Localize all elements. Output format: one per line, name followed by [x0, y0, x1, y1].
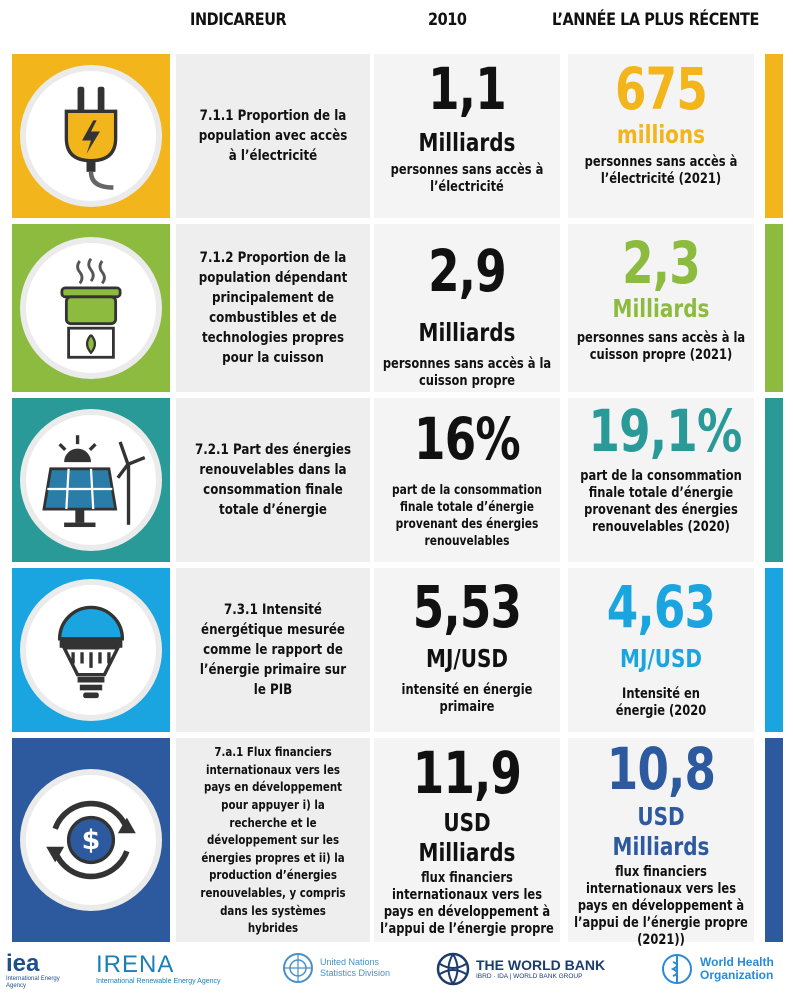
value-recent-unit: USD Milliards — [612, 802, 710, 861]
icon-panel-renewables — [12, 398, 170, 562]
value-2010-unit: Milliards — [418, 318, 516, 347]
un-emblem-icon — [282, 952, 314, 984]
row-efficiency — [12, 568, 783, 732]
header-indicator: INDICAREUR — [190, 10, 287, 30]
icon-panel-finance — [12, 738, 170, 942]
accent-bar-efficiency — [765, 568, 783, 732]
value-2010-finance — [374, 738, 560, 942]
world-bank-logo — [436, 952, 605, 986]
value-recent-number: 675 — [614, 55, 708, 123]
world-bank-logo-text: THE WORLD BANK — [476, 957, 606, 973]
indicator-721 — [176, 398, 370, 562]
indicator-711 — [176, 54, 370, 218]
light-bulb-icon — [20, 579, 162, 721]
accent-bar-cooking — [765, 224, 783, 392]
header-recent: L’ANNÉE LA PLUS RÉCENTE — [552, 10, 759, 30]
value-recent-unit: millions — [616, 120, 706, 149]
un-logo-text: United Nations Statistics Division — [320, 957, 391, 978]
value-2010-renewables — [374, 398, 560, 562]
svg-text:$: $ — [81, 824, 101, 856]
indicator-721-text: 7.2.1 Part des énergies renouvelables dans la consommation finale totale d’énergie — [194, 442, 352, 518]
iea-logo-text: iea — [6, 950, 40, 977]
world-bank-globe-icon — [436, 952, 470, 986]
irena-logo — [96, 952, 221, 986]
indicator-731 — [176, 568, 370, 732]
value-recent-finance — [568, 735, 754, 948]
value-2010-note: personnes sans accès à l’électricité — [390, 162, 544, 195]
value-2010-cooking — [374, 224, 560, 392]
indicator-7a1 — [176, 738, 370, 942]
iea-logo — [6, 952, 66, 990]
value-recent-note: Intensité en énergie (2020 — [615, 686, 707, 719]
value-recent-number: 19,1% — [588, 397, 742, 465]
indicator-712-text: 7.1.2 Proportion de la population dépendant principalement de combustibles et de technologies propres pour la cuisson — [198, 250, 348, 366]
row-finance — [12, 735, 783, 948]
value-recent-note: personnes sans accès à l’électricité (2021) — [584, 154, 738, 187]
dollar-cycle-icon — [20, 769, 162, 911]
row-electricity — [12, 54, 783, 218]
value-2010-note: intensité en énergie primaire — [401, 682, 533, 715]
iea-logo-subtitle: International Energy Agency — [6, 976, 60, 989]
indicator-711-text: 7.1.1 Proportion de la population avec accès à l’électricité — [198, 108, 348, 164]
value-recent-unit: Milliards — [612, 294, 710, 323]
icon-panel-electricity — [12, 54, 170, 218]
value-2010-number: 5,53 — [412, 573, 522, 641]
who-logo-text: World Health Organization — [700, 955, 774, 982]
value-2010-note: flux financiers internationaux vers les pays en développement à l’appui de l’énergie propre — [380, 870, 554, 937]
row-cooking — [12, 224, 783, 392]
indicator-7a1-text: 7.a.1 Flux financiers internationaux vers les pays en développement pour appuyer i) la recherche et le développement sur les énergies propres et ii) la production d’énergies renouvelables, y compris dans les systèmes hybrides — [200, 744, 346, 936]
value-2010-unit: MJ/USD — [426, 644, 508, 673]
value-recent-note: flux financiers internationaux vers les pays en développement à l’appui de l’énergie propre (2021)) — [574, 864, 748, 948]
accent-bar-renewables — [765, 398, 783, 562]
value-2010-note: part de la consommation finale totale d’énergie provenant des énergies renouvelables — [391, 483, 542, 549]
value-recent-cooking — [568, 224, 754, 392]
header-2010: 2010 — [428, 10, 467, 30]
value-2010-number: 11,9 — [412, 739, 522, 807]
value-recent-number: 10,8 — [606, 735, 716, 803]
icon-panel-efficiency — [12, 568, 170, 732]
value-2010-efficiency — [374, 568, 560, 732]
row-renewables — [12, 398, 783, 562]
value-2010-unit: Milliards — [418, 128, 516, 157]
partner-logos — [0, 948, 793, 1002]
irena-logo-subtitle: International Renewable Energy Agency — [96, 978, 221, 985]
irena-logo-text: IRENA — [96, 951, 175, 978]
value-recent-electricity — [568, 54, 754, 218]
icon-panel-cooking — [12, 224, 170, 392]
who-logo — [660, 952, 784, 986]
value-recent-note: part de la consommation finale totale d’énergie provenant des énergies renouvelables (2020) — [580, 468, 742, 535]
indicator-731-text: 7.3.1 Intensité énergétique mesurée comme le rapport de l’énergie primaire sur le PIB — [199, 602, 347, 698]
cooking-pot-icon — [20, 237, 162, 379]
value-recent-note: personnes sans accès à la cuisson propre (2021) — [576, 330, 746, 363]
value-2010-number: 16% — [414, 405, 520, 473]
value-2010-number: 1,1 — [428, 55, 506, 123]
un-logo — [282, 952, 398, 984]
solar-wind-icon — [20, 409, 162, 551]
world-bank-logo-subtitle: IBRD · IDA | WORLD BANK GROUP — [476, 973, 583, 980]
plug-icon — [20, 65, 162, 207]
accent-bar-electricity — [765, 54, 783, 218]
value-2010-note: personnes sans accès à la cuisson propre — [382, 356, 552, 389]
value-2010-electricity — [374, 54, 560, 218]
accent-bar-finance — [765, 738, 783, 942]
indicator-712 — [176, 224, 370, 392]
value-2010-number: 2,9 — [428, 237, 506, 305]
value-recent-unit: MJ/USD — [620, 644, 702, 673]
who-emblem-icon — [660, 952, 694, 986]
value-2010-unit: USD Milliards — [418, 808, 516, 867]
value-recent-efficiency — [568, 568, 754, 732]
value-recent-number: 4,63 — [606, 573, 716, 641]
value-recent-renewables — [568, 398, 754, 562]
value-recent-number: 2,3 — [622, 229, 700, 297]
